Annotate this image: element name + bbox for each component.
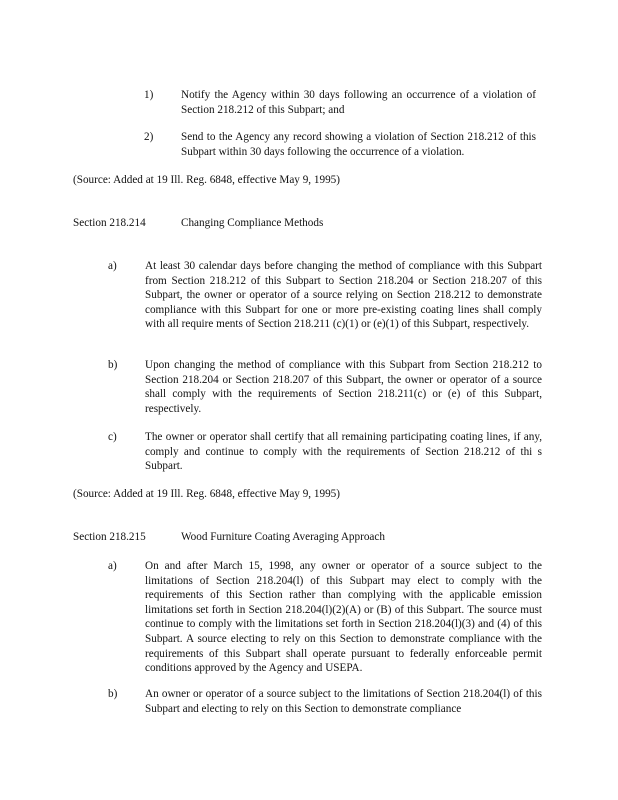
list-item	[0, 687, 618, 717]
list-item	[0, 88, 618, 118]
list-item	[0, 559, 618, 674]
section-heading	[73, 216, 573, 231]
list-item	[0, 430, 618, 475]
item-text: The owner or operator shall certify that all remaining participating coating lines, if any, comply and continue to comply with the requirements of Section 218.212 of thi s Subpart.	[145, 431, 542, 473]
item-label: b)	[108, 359, 118, 371]
list-item	[0, 130, 618, 160]
item-text: An owner or operator of a source subject to the limitations of Section 218.204(l) of this Subpart and electing to rely on this Section to demonstrate compliance	[145, 688, 542, 715]
section-number: Section 218.214	[73, 217, 146, 229]
item-label: b)	[108, 688, 118, 700]
item-label: 1)	[144, 89, 154, 101]
item-text: Send to the Agency any record showing a violation of Section 218.212 of this Subpart within 30 days following the occurrence of a violation.	[181, 131, 536, 158]
section-heading	[73, 530, 573, 545]
item-label: a)	[108, 260, 117, 272]
item-text: Notify the Agency within 30 days following an occurrence of a violation of Section 218.212 of this Subpart; and	[181, 89, 536, 116]
item-text: At least 30 calendar days before changing the method of compliance with this Subpart from Section 218.212 of this Subpart to Section 218.204 or Section 218.207 of this Subpart, the owner or operator of a source relying on Section 218.212 to demonstrate compliance with this Subpart for one or more pre-existing coating lines shall comply with all require ments of Section 218.211 (c)(1) or (e)(1) of this Subpart, respectively.	[145, 260, 542, 331]
item-label: c)	[108, 431, 117, 443]
section-title: Changing Compliance Methods	[181, 217, 324, 229]
item-label: 2)	[144, 131, 154, 143]
section-number: Section 218.215	[73, 531, 146, 543]
list-item	[0, 259, 618, 347]
item-text: On and after March 15, 1998, any owner or operator of a source subject to the limitations of Section 218.204(l) of this Subpart may elect to comply with the requirements of this Section rather than complying with the applicable emission limitations set forth in Section 218.204(l)(2)(A) or (B) of this Subpart. The source must continue to comply with the limitations set forth in Section 218.204(l)(3) and (4) of this Subpart. A source electing to rely on this Section to demonstrate compliance with the requirements of this Subpart shall operate pursuant to federally enforceable permit conditions approved by the Agency and USEPA.	[145, 560, 542, 675]
item-label: a)	[108, 560, 117, 572]
section-title: Wood Furniture Coating Averaging Approach	[181, 531, 385, 543]
list-item	[0, 358, 618, 418]
source-note: (Source: Added at 19 Ill. Reg. 6848, effective May 9, 1995)	[73, 174, 340, 186]
source-note: (Source: Added at 19 Ill. Reg. 6848, effective May 9, 1995)	[73, 488, 340, 500]
item-text: Upon changing the method of compliance with this Subpart from Section 218.212 to Section 218.204 or Section 218.207 of this Subpart, the owner or operator of a source shall comply with the requirements of Section 218.211(c) or (e) of this Subpart, respectively.	[145, 359, 542, 415]
